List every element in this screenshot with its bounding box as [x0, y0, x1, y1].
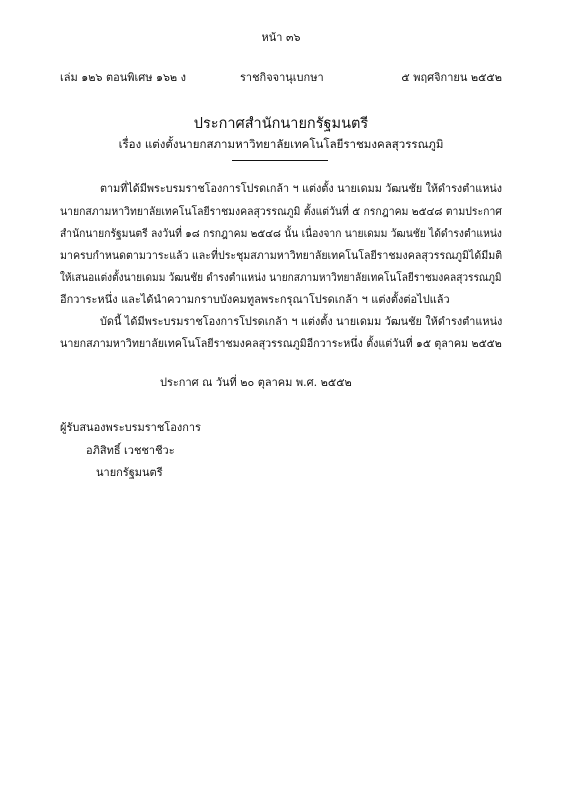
- gazette-volume: เล่ม ๑๒๖ ตอนพิเศษ ๑๖๒ ง: [60, 71, 187, 84]
- body-line: มาครบกำหนดตามวาระแล้ว และที่ประชุมสภามหาวิทยาลัยเทคโนโลยีราชมงคลสุวรรณภูมิได้มีมติ: [60, 249, 503, 262]
- page-number: หน้า ๓๖: [261, 31, 301, 44]
- body-line: ให้เสนอแต่งตั้งนายเดมม วัฒนชัย ดำรงตำแหน่ง นายกสภามหาวิทยาลัยเทคโนโลยีราชมงคลสุวรรณภูมิ: [60, 271, 502, 284]
- signatory-position: นายกรัฐมนตรี: [96, 466, 163, 479]
- signatory-name: อภิสิทธิ์ เวชชาชีวะ: [86, 444, 175, 457]
- body-line: ตามที่ได้มีพระบรมราชโองการโปรดเกล้า ฯ แต่งตั้ง นายเดมม วัฒนชัย ให้ดำรงตำแหน่ง: [100, 182, 503, 195]
- gazette-name: ราชกิจจานุเบกษา: [240, 71, 324, 84]
- body-line: สำนักนายกรัฐมนตรี ลงวันที่ ๑๘ กรกฎาคม ๒๕๔๘ นั้น เนื่องจาก นายเดมม วัฒนชัย ได้ดำรงตำแหน่ง: [60, 227, 502, 240]
- document-subject: เรื่อง แต่งตั้งนายกสภามหาวิทยาลัยเทคโนโลยีราชมงคลสุวรรณภูมิ: [118, 137, 444, 151]
- body-line: อีกวาระหนึ่ง และได้นำความกราบบังคมทูลพระกรุณาโปรดเกล้า ฯ แต่งตั้งต่อไปแล้ว: [60, 293, 450, 306]
- announce-date: ประกาศ ณ วันที่ ๒๐ ตุลาคม พ.ศ. ๒๕๕๒: [160, 376, 352, 389]
- title-divider: [232, 160, 328, 161]
- countersign-label: ผู้รับสนองพระบรมราชโองการ: [60, 421, 201, 434]
- gazette-date: ๕ พฤศจิกายน ๒๕๕๒: [401, 71, 502, 84]
- document-title: ประกาศสำนักนายกรัฐมนตรี: [193, 116, 369, 132]
- body-line: บัดนี้ ได้มีพระบรมราชโองการโปรดเกล้า ฯ แต่งตั้ง นายเดมม วัฒนชัย ให้ดำรงตำแหน่ง: [100, 315, 503, 328]
- body-line: นายกสภามหาวิทยาลัยเทคโนโลยีราชมงคลสุวรรณภูมิอีกวาระหนึ่ง ตั้งแต่วันที่ ๑๕ ตุลาคม ๒๕๕๒: [60, 337, 502, 350]
- body-line: นายกสภามหาวิทยาลัยเทคโนโลยีราชมงคลสุวรรณภูมิ ตั้งแต่วันที่ ๕ กรกฎาคม ๒๕๔๘ ตามประกาศ: [60, 205, 502, 218]
